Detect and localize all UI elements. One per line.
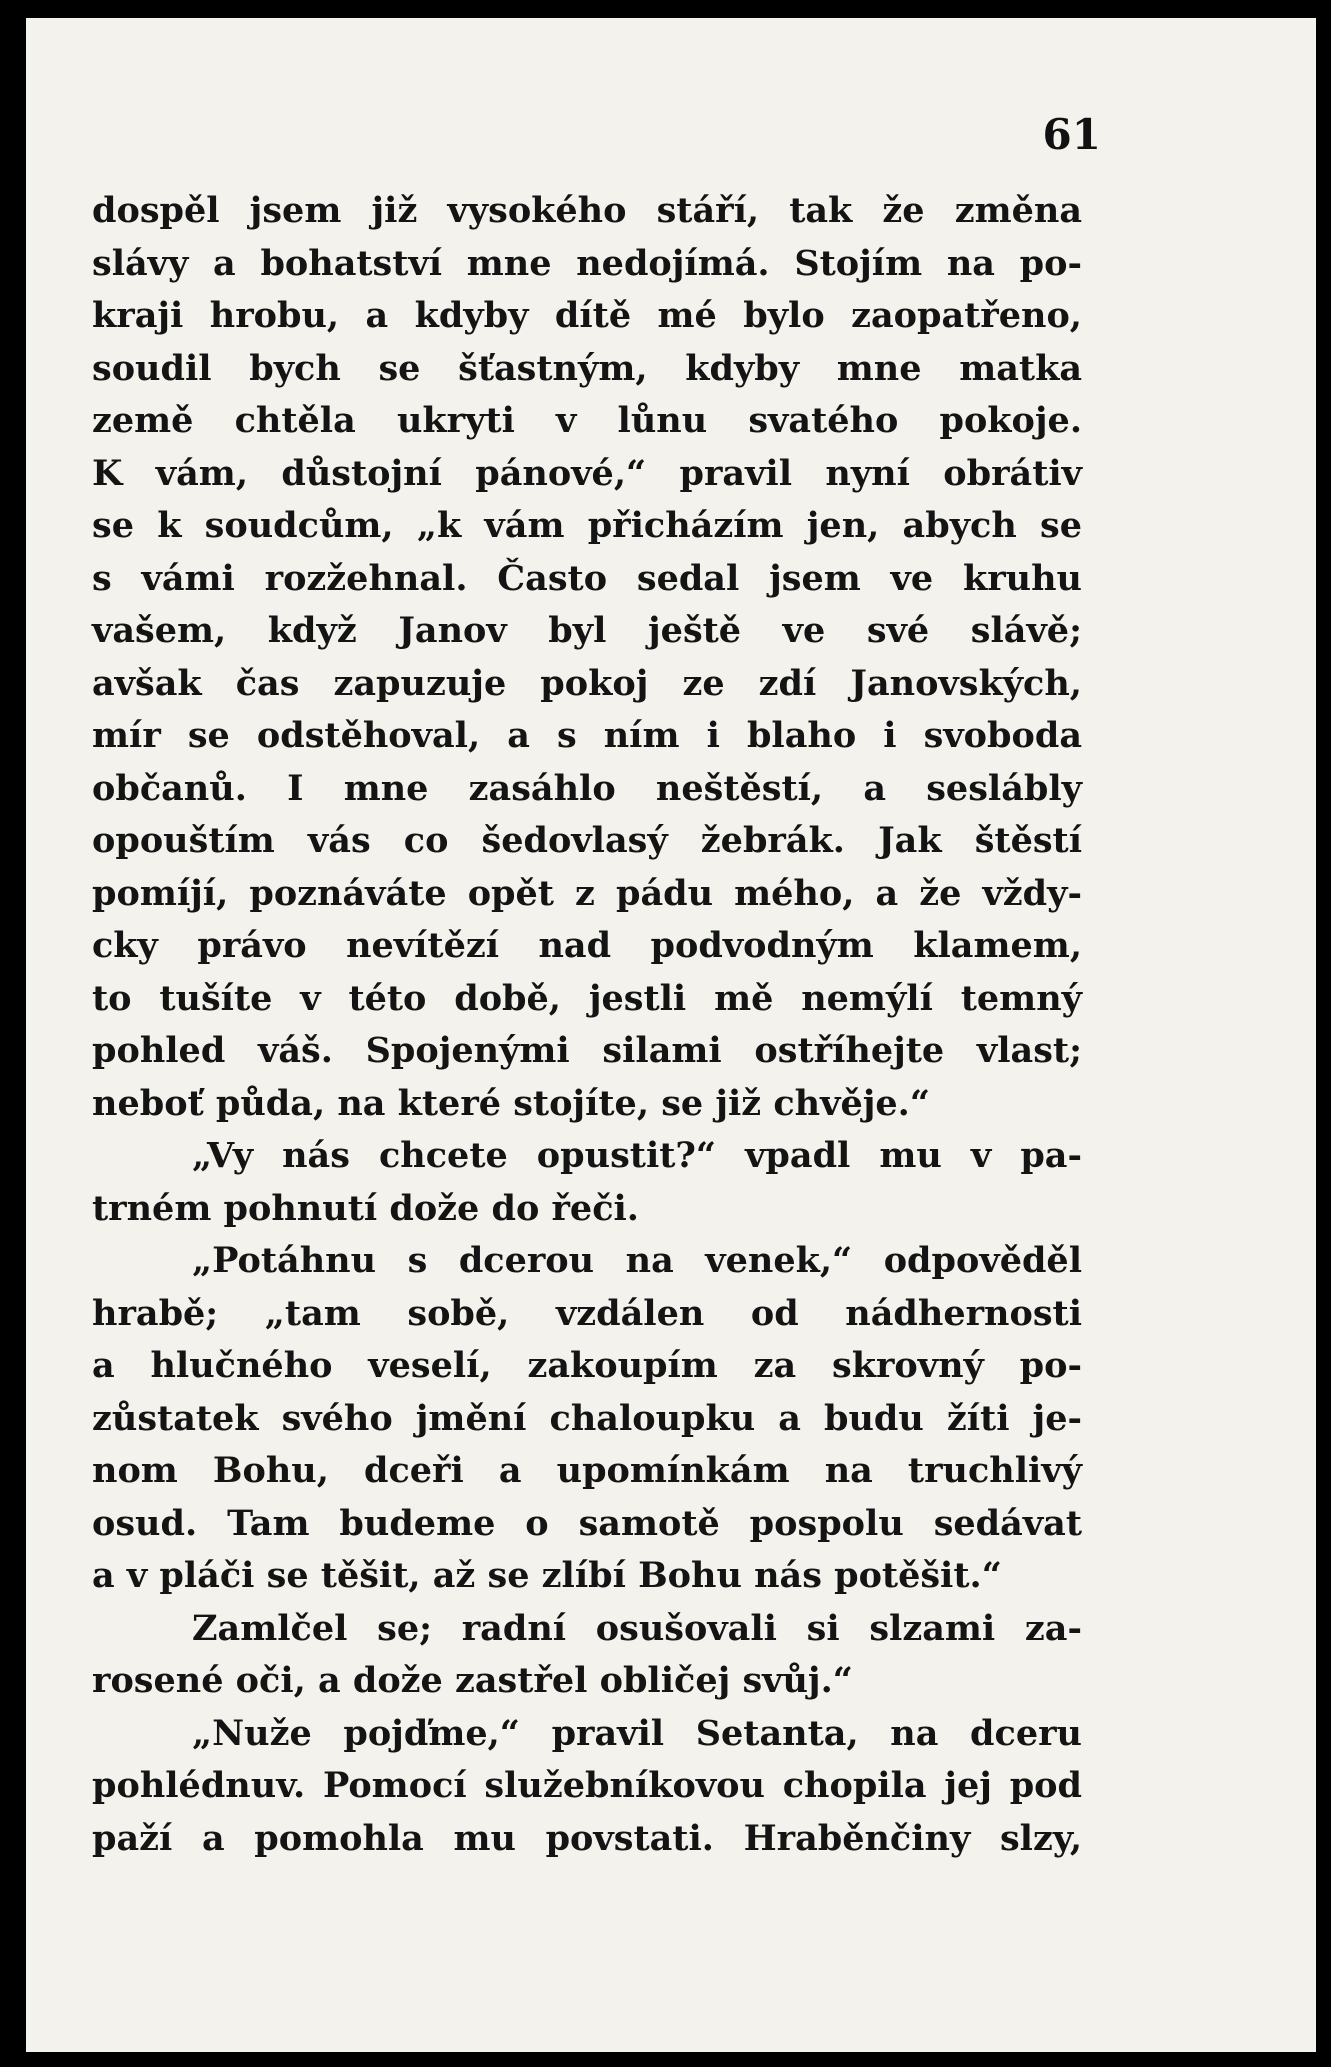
text-line: pohlédnuv. Pomocí služebníkovou chopila jej pod <box>92 1765 1082 1806</box>
text-line: trném pohnutí dože do řeči. <box>92 1187 639 1229</box>
book-page <box>26 18 1316 2052</box>
text-line: slávy a bohatství mne nedojímá. Stojím na po- <box>92 242 1082 284</box>
text-line: mír se odstěhoval, a s ním i blaho i svoboda <box>92 715 1082 756</box>
body-text <box>92 185 1082 1865</box>
text-line: zůstatek svého jmění chaloupku a budu žíti je- <box>92 1397 1082 1439</box>
text-line: rosené oči, a dože zastřel obličej svůj.“ <box>92 1660 853 1701</box>
text-line: hrabě; „tam sobě, vzdálen od nádhernosti <box>92 1292 1082 1334</box>
text-line: soudil bych se šťastným, kdyby mne matka <box>92 347 1082 389</box>
text-line: země chtěla ukryti v lůnu svatého pokoje. <box>92 400 1082 441</box>
text-line: „Potáhnu s dcerou na venek,“ odpověděl <box>192 1240 1082 1281</box>
text-line: paží a pomohla mu povstati. Hraběnčiny slzy, <box>92 1817 1082 1859</box>
text-line: K vám, důstojní pánové,“ pravil nyní obrátiv <box>92 452 1082 494</box>
text-line: to tušíte v této době, jestli mě nemýlí temný <box>92 977 1082 1019</box>
text-line: cky právo nevítězí nad podvodným klamem, <box>92 925 1082 966</box>
text-line: se k soudcům, „k vám přicházím jen, abych se <box>92 505 1082 546</box>
text-line: a hlučného veselí, zakoupím za skrovný po- <box>92 1345 1082 1386</box>
text-line: pomíjí, poznáváte opět z pádu mého, a že vždy- <box>92 872 1082 914</box>
text-line: vašem, když Janov byl ještě ve své slávě; <box>92 610 1082 651</box>
text-line: Zamlčel se; radní osušovali si slzami za- <box>192 1607 1082 1649</box>
text-line: a v pláči se těšit, až se zlíbí Bohu nás potěšit.“ <box>92 1555 1002 1596</box>
text-line: „Vy nás chcete opustit?“ vpadl mu v pa- <box>192 1135 1082 1176</box>
text-line: s vámi rozžehnal. Často sedal jsem ve kruhu <box>92 557 1082 599</box>
text-line: nom Bohu, dceři a upomínkám na truchlivý <box>92 1450 1082 1491</box>
text-line: avšak čas zapuzuje pokoj ze zdí Janovských, <box>92 662 1082 704</box>
text-line: pohled váš. Spojenými silami ostříhejte vlast; <box>92 1030 1082 1071</box>
text-line: opouštím vás co šedovlasý žebrák. Jak štěstí <box>92 820 1082 861</box>
text-line: osud. Tam budeme o samotě pospolu sedávat <box>92 1502 1082 1544</box>
text-line: „Nuže pojďme,“ pravil Setanta, na dceru <box>192 1712 1082 1754</box>
text-line: dospěl jsem již vysokého stáří, tak že změna <box>92 190 1082 231</box>
text-line: neboť půda, na které stojíte, se již chvěje.“ <box>92 1082 930 1124</box>
text-line: občanů. I mne zasáhlo neštěstí, a seslábly <box>92 767 1082 809</box>
page-number: 61 <box>1042 110 1101 159</box>
text-line: kraji hrobu, a kdyby dítě mé bylo zaopatřeno, <box>92 295 1082 336</box>
